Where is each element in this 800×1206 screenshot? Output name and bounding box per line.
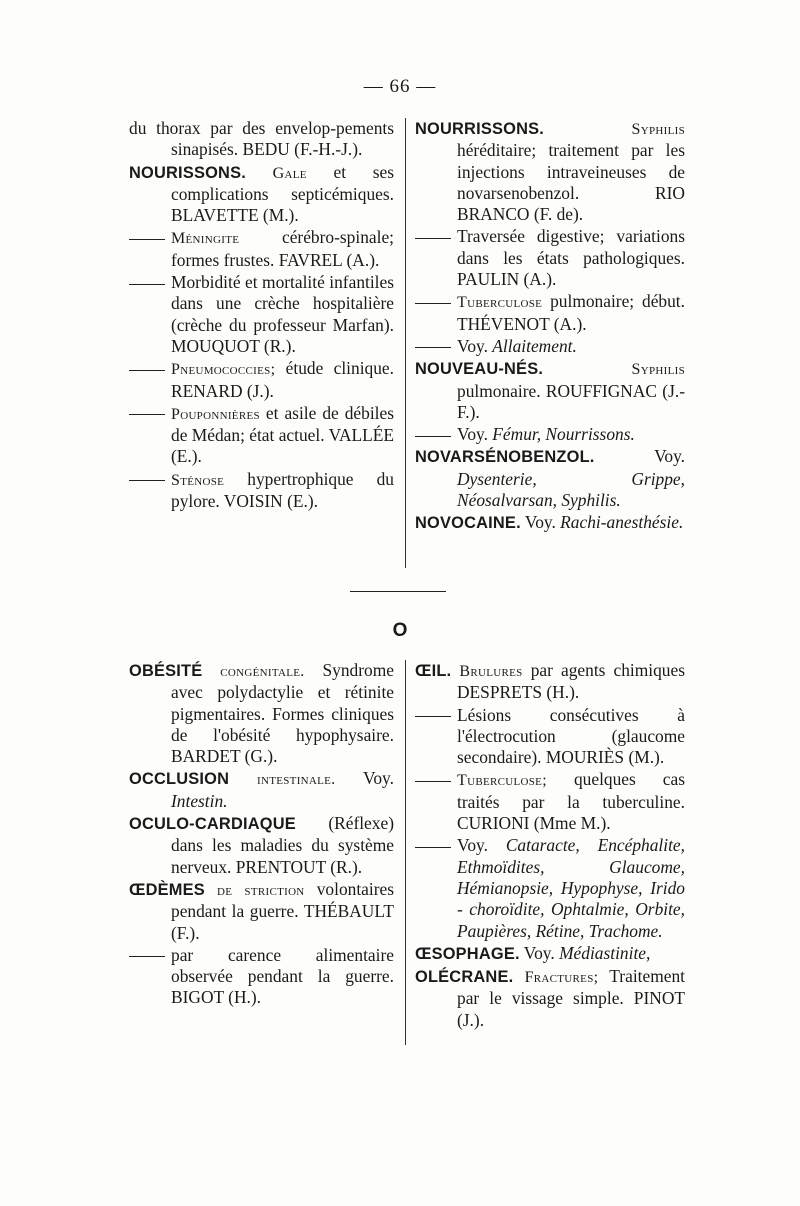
- index-entry: [415, 358, 685, 423]
- entry-text: et asile de débiles de Médan; état actuel. VALLÉE (E.).: [171, 402, 394, 467]
- entry-keyword: Méningite: [171, 230, 240, 248]
- index-entry: [129, 768, 394, 812]
- entry-keyword: Pouponnières: [171, 405, 260, 423]
- index-entry: [415, 226, 685, 290]
- index-entry: [129, 272, 394, 357]
- entry-text: Voy.: [457, 335, 488, 356]
- entry-crossref: Allaitement.: [492, 335, 577, 356]
- entry-text: étude clinique. RENARD (J.).: [171, 358, 394, 401]
- page-number: — 66 —: [363, 76, 437, 97]
- entry-text: Voy.: [457, 835, 488, 856]
- index-entry: [129, 227, 394, 271]
- entry-text: Syndrome avec polydactylie et rétinite pigmentaires. Formes cliniques de l'obésité hypophysaire. BARDET (G.).: [171, 660, 394, 767]
- entry-crossref: Intestin.: [171, 790, 228, 811]
- column-top-left: [129, 118, 394, 513]
- entry-text: Voy.: [363, 768, 394, 789]
- entry-text: héréditaire; traitement par les injections intraveineuses de novarsenobenzol. RIO BRANCO (F. de).: [457, 140, 685, 225]
- entry-headword: ŒIL.: [415, 662, 452, 680]
- entry-text: cérébro-spinale; formes frustes. FAVREL (A.).: [171, 227, 394, 270]
- entry-text: Lésions consécutives à l'électrocution (glaucome secondaire). MOURIÈS (M.).: [457, 704, 685, 768]
- entry-headword: NOVOCAINE.: [415, 514, 521, 533]
- ditto-dash: [415, 781, 451, 782]
- index-entry: [415, 835, 685, 941]
- index-entry: [129, 660, 394, 767]
- entry-text: Voy.: [523, 942, 555, 963]
- entry-headword: OLÉCRANE.: [415, 968, 514, 987]
- entry-keyword: Sténose: [171, 471, 225, 489]
- entry-crossref: Dysenterie, Grippe, Néosalvarsan, Syphilis.: [457, 468, 685, 511]
- column-divider-top: [405, 118, 406, 568]
- entry-keyword: Brulures: [459, 663, 523, 680]
- entry-text: hypertrophique du pylore. VOISIN (E.).: [171, 468, 394, 512]
- entry-headword: OCULO-CARDIAQUE: [129, 815, 296, 834]
- entry-text: (Réflexe) dans les maladies du système nerveux. PRENTOUT (R.).: [171, 813, 394, 877]
- index-entry: [129, 945, 394, 1009]
- entry-crossref: Médiastinite,: [559, 942, 651, 963]
- ditto-dash: [129, 480, 165, 481]
- ditto-dash: [415, 716, 451, 717]
- index-entry: [129, 162, 394, 227]
- entry-keyword: intestinale.: [257, 771, 336, 789]
- entry-keyword: de striction: [217, 881, 305, 899]
- entry-headword: ŒDÈMES: [129, 880, 205, 899]
- entry-text: Voy.: [654, 446, 685, 467]
- section-letter: O: [392, 620, 408, 641]
- entry-text: pulmonaire. ROUFFIGNAC (J.-F.).: [457, 380, 685, 422]
- index-entry: [129, 813, 394, 878]
- index-entry: [129, 469, 394, 513]
- entry-headword: OCCLUSION: [129, 770, 230, 789]
- entry-keyword: Syphilis: [631, 121, 685, 138]
- entry-text: volontaires pendant la guerre. THÉBAULT (F.).: [171, 878, 394, 943]
- entry-text: Voy.: [457, 424, 488, 445]
- entry-keyword: Fractures;: [524, 969, 599, 987]
- entry-headword: NOUVEAU-NÉS.: [415, 360, 544, 379]
- entry-keyword: Tuberculose;: [457, 772, 547, 790]
- entry-headword: OBÉSITÉ: [129, 662, 203, 680]
- ditto-dash: [415, 847, 451, 848]
- index-entry: [415, 336, 685, 357]
- entry-text: du thorax par des envelop-pements sinapisés. BEDU (F.-H.-J.).: [129, 118, 394, 160]
- ditto-dash: [129, 956, 165, 957]
- ditto-dash: [415, 347, 451, 348]
- entry-keyword: Tuberculose: [457, 294, 543, 312]
- ditto-dash: [415, 436, 451, 437]
- entry-text: par agents chimiques DESPRETS (H.).: [457, 660, 685, 703]
- column-top-right: [415, 118, 685, 536]
- index-entry: [415, 424, 685, 445]
- index-entry: [415, 512, 685, 534]
- index-entry: [415, 446, 685, 511]
- entry-text: par carence alimentaire observée pendant la guerre. BIGOT (H.).: [171, 944, 394, 1008]
- entry-keyword: congénitale.: [220, 663, 305, 680]
- entry-crossref: Rachi-anesthésie.: [560, 512, 684, 533]
- index-entry: [129, 879, 394, 944]
- index-entry: [415, 966, 685, 1031]
- entry-crossref: Cataracte, Encéphalite, Ethmoïdites, Glaucome, Hémianopsie, Hypophyse, Irido - choroïdite, Ophtalmie, Orbite, Paupières, Rétine, Trachome.: [457, 835, 685, 941]
- index-entry: [129, 358, 394, 402]
- entry-headword: ŒSOPHAGE.: [415, 944, 520, 963]
- entry-text: Traversée digestive; variations dans les états pathologiques. PAULIN (A.).: [457, 226, 685, 290]
- ditto-dash: [129, 370, 165, 371]
- column-bottom-left: [129, 660, 394, 1010]
- index-entry: [129, 403, 394, 468]
- entry-text: Voy.: [524, 512, 556, 533]
- ditto-dash: [415, 238, 451, 239]
- index-entry: [415, 118, 685, 225]
- ditto-dash: [129, 284, 165, 285]
- entry-headword: NOURISSONS.: [129, 163, 246, 182]
- index-entry: [129, 118, 394, 161]
- column-divider-bottom: [405, 660, 406, 1045]
- index-entry: [415, 660, 685, 704]
- section-divider: [350, 591, 446, 592]
- index-entry: [415, 705, 685, 769]
- entry-headword: NOVARSÉNOBENZOL.: [415, 448, 595, 467]
- index-entry: [415, 291, 685, 335]
- index-entry: [415, 943, 685, 965]
- index-entry: [415, 769, 685, 834]
- entry-keyword: Syphilis: [631, 361, 685, 379]
- entry-text: pulmonaire; début. THÉVENOT (A.).: [457, 291, 685, 334]
- ditto-dash: [129, 414, 165, 415]
- entry-crossref: Fémur, Nourrissons.: [492, 424, 635, 445]
- ditto-dash: [415, 303, 451, 304]
- entry-text: et ses complications septicémiques. BLAVETTE (M.).: [171, 161, 394, 226]
- ditto-dash: [129, 239, 165, 240]
- entry-text: quelques cas traités par la tuberculine. CURIONI (Mme M.).: [457, 769, 685, 834]
- entry-headword: NOURRISSONS.: [415, 120, 544, 138]
- column-bottom-right: [415, 660, 685, 1032]
- entry-text: Morbidité et mortalité infantiles dans une crèche hospitalière (crèche du professeur Marfan). MOUQUOT (R.).: [171, 272, 394, 356]
- entry-keyword: Pneumococcies;: [171, 361, 276, 379]
- entry-text: Traitement par le vissage simple. PINOT (J.).: [457, 966, 685, 1030]
- entry-keyword: Gale: [272, 164, 307, 182]
